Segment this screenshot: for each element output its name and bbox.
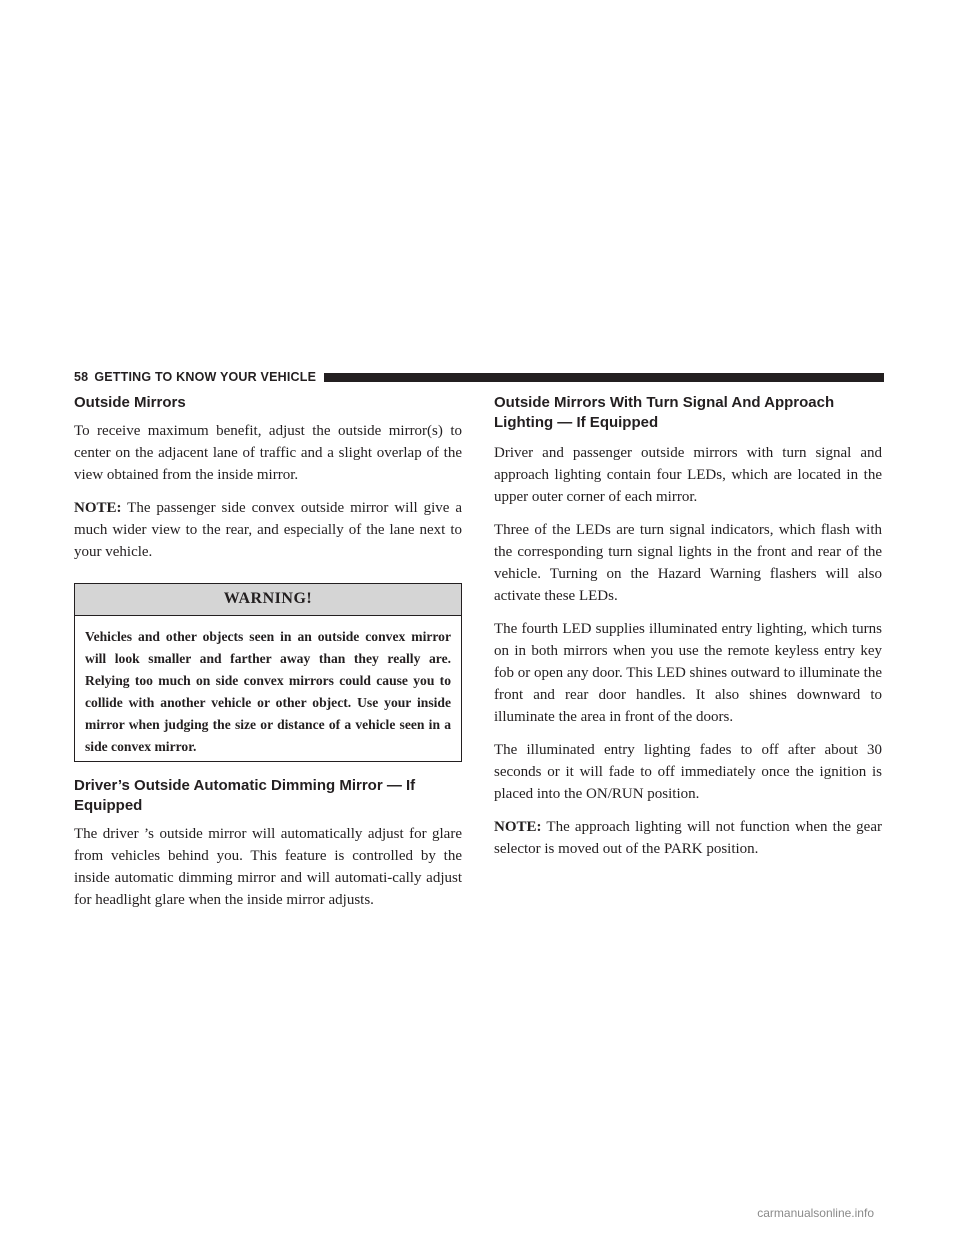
right-column [494,393,882,871]
note-text: The passenger side convex outside mirror will give a much wider view to the rear, and especially of the lane next to your vehicle. [74,500,462,560]
note-paragraph [74,497,462,563]
page-number: 58 [74,370,89,384]
warning-text: Vehicles and other objects seen in an outside convex mirror will look smaller and farther away than they really are. Relying too much on side convex mirrors could cause you to collide with another vehicle or other object. Use your inside mirror when judging the size or distance of a vehicle seen in a side convex mirror. [85,629,451,754]
footer-watermark: carmanualsonline.info [757,1206,874,1220]
left-column [74,393,462,922]
paragraph: The driver ’s outside mirror will automatically adjust for glare from vehicles behind you. This feature is controlled by the inside automatic dimming mirror and will automati-cally adjust for headlight glare when the inside mirror adjusts. [74,826,462,908]
paragraph: To receive maximum benefit, adjust the outside mirror(s) to center on the adjacent lane of traffic and a slight overlap of the view obtained from the inside mirror. [74,423,462,483]
header-rule [324,373,884,382]
note-text: The approach lighting will not function when the gear selector is moved out of the PARK position. [494,819,882,857]
heading-outside-mirrors: Outside Mirrors [74,394,186,411]
warning-title: WARNING! [75,584,461,616]
paragraph: The fourth LED supplies illuminated entry lighting, which turns on in both mirrors when you use the remote keyless entry key fob or open any door. This LED shines outward to illuminate the front and rear door handles. It also shines downward to illuminate the area in front of the doors. [494,621,882,725]
paragraph: Driver and passenger outside mirrors with turn signal and approach lighting contain four LEDs, which are located in the upper outer corner of each mirror. [494,445,882,505]
paragraph: The illuminated entry lighting fades to off after about 30 seconds or it will fade to off immediately once the ignition is placed into the ON/RUN position. [494,742,882,802]
note-label: NOTE: [74,500,122,516]
warning-box [74,583,462,762]
note-label: NOTE: [494,819,542,835]
note-paragraph [494,816,882,860]
paragraph: Three of the LEDs are turn signal indicators, which flash with the corresponding turn signal lights in the front and rear of the vehicle. Turning on the Hazard Warning flashers will also activate these LEDs. [494,522,882,604]
page-header [74,369,884,385]
heading-dimming-mirror: Driver’s Outside Automatic Dimming Mirror — If Equipped [74,777,416,814]
section-title: GETTING TO KNOW YOUR VEHICLE [94,370,317,384]
heading-turn-signal-mirrors: Outside Mirrors With Turn Signal And Approach Lighting — If Equipped [494,394,835,431]
